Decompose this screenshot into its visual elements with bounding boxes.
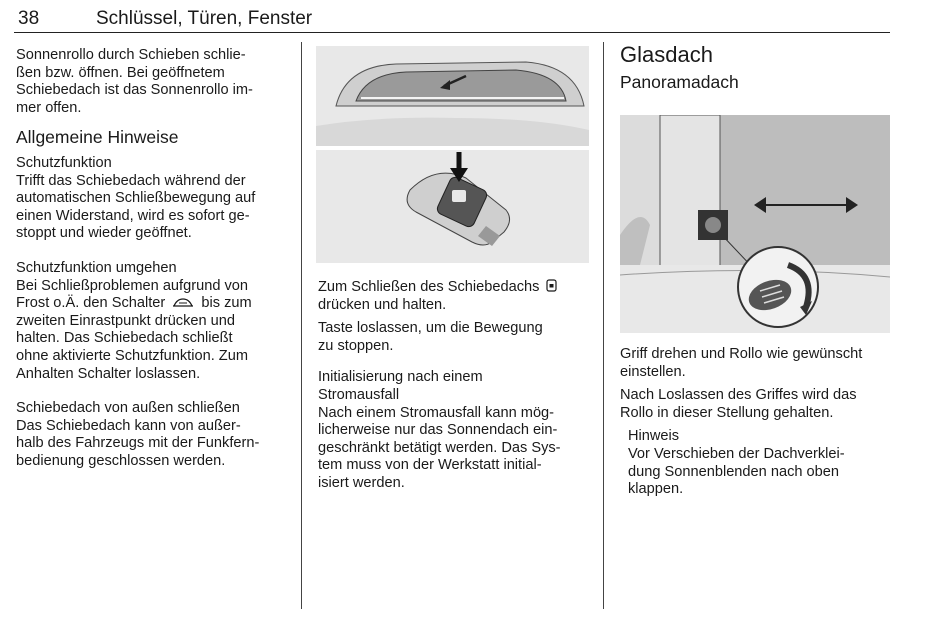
- subsection-title: Initialisierung nach einem: [318, 369, 483, 386]
- release-instruction: [318, 320, 596, 355]
- text-line: Taste loslassen, um die Bewegung: [318, 320, 543, 337]
- text-line: geschränkt betätigt werden. Das Sys-: [318, 439, 561, 456]
- column-3: [620, 42, 892, 101]
- subsection-schutzfunktion: [16, 155, 296, 243]
- column-2: [318, 279, 596, 493]
- text-line: Nach Loslassen des Griffes wird das: [620, 387, 857, 404]
- page-number: 38: [18, 8, 40, 29]
- text-line: Vor Verschieben der Dachverklei-: [628, 445, 845, 462]
- panorama-roof-figure: [620, 115, 890, 333]
- text-line: halb des Fahrzeugs mit der Funkfern-: [16, 435, 260, 452]
- text-fragment: Zum Schließen des Schiebedachs: [318, 279, 540, 295]
- text-line: automatischen Schließbewegung auf: [16, 190, 256, 207]
- text-line: tem muss von der Werkstatt initial-: [318, 457, 542, 474]
- hold-instruction: [620, 387, 895, 422]
- text-line: zu stoppen.: [318, 337, 394, 354]
- text-line: Rollo in dieser Stellung gehalten.: [620, 404, 834, 421]
- column-divider-1: [301, 42, 302, 609]
- text-line: Trifft das Schiebedach während der: [16, 172, 246, 189]
- text-fragment: Frost o.Ä. den Schalter: [16, 295, 166, 312]
- rotate-instruction: [620, 346, 895, 381]
- column-divider-2: [603, 42, 604, 609]
- page-header: [14, 6, 890, 33]
- text-line: licherweise nur das Sonnendach ein-: [318, 422, 558, 439]
- subsection-title: Schiebedach von außen schließen: [16, 400, 240, 417]
- text-fragment: bis zum: [201, 295, 252, 312]
- key-lock-icon: [546, 279, 557, 292]
- text-line: Griff drehen und Rollo wie gewünscht: [620, 346, 863, 362]
- text-line: isiert werden.: [318, 474, 405, 491]
- subsection-heading: Panoramadach: [620, 71, 739, 92]
- car-key-figure: [316, 150, 589, 263]
- section-heading: Glasdach: [620, 42, 713, 67]
- column-3-text: [620, 346, 895, 499]
- subsection-title: Schutzfunktion: [16, 154, 112, 171]
- text-line: Nach einem Stromausfall kann mög-: [318, 404, 555, 421]
- sunroof-switch-icon: [172, 297, 194, 309]
- intro-paragraph: [16, 47, 296, 117]
- chapter-title: Schlüssel, Türen, Fenster: [96, 8, 313, 29]
- text-line: ßen bzw. öffnen. Bei geöffnetem: [16, 64, 225, 81]
- text-line: Schiebedach ist das Sonnenrollo im-: [16, 82, 253, 99]
- subsection-title: Stromausfall: [318, 386, 400, 403]
- text-line: Das Schiebedach kann von außer-: [16, 417, 241, 434]
- subsection-initialisierung: [318, 369, 596, 492]
- subsection-von-aussen-schliessen: [16, 400, 296, 470]
- text-line: drücken und halten.: [318, 296, 447, 313]
- text-line: mer offen.: [16, 99, 82, 116]
- text-line: Sonnenrollo durch Schieben schlie-: [16, 47, 246, 63]
- close-instruction: [318, 279, 596, 314]
- text-line: bedienung geschlossen werden.: [16, 452, 226, 469]
- subsection-title: Schutzfunktion umgehen: [16, 259, 177, 276]
- column-1: [16, 47, 296, 470]
- text-line: stoppt und wieder geöffnet.: [16, 225, 192, 242]
- text-line: halten. Das Schiebedach schließt: [16, 330, 233, 347]
- hint-title: Hinweis: [628, 428, 680, 445]
- hint-box: [628, 428, 895, 498]
- text-line: einen Widerstand, wird es sofort ge-: [16, 207, 250, 224]
- text-line: ohne aktivierte Schutzfunktion. Zum: [16, 347, 248, 364]
- text-line: [318, 279, 596, 297]
- subsection-schutzfunktion-umgehen: [16, 260, 296, 383]
- text-line: Bei Schließproblemen aufgrund von: [16, 277, 249, 294]
- section-heading: Allgemeine Hinweise: [16, 127, 179, 148]
- text-line: einstellen.: [620, 363, 686, 380]
- text-line: klappen.: [628, 481, 684, 498]
- text-line: Anhalten Schalter loslassen.: [16, 365, 201, 382]
- text-line: zweiten Einrastpunkt drücken und: [16, 312, 236, 329]
- text-line: [16, 295, 296, 313]
- sunroof-figure: [316, 46, 589, 146]
- text-line: dung Sonnenblenden nach oben: [628, 463, 839, 480]
